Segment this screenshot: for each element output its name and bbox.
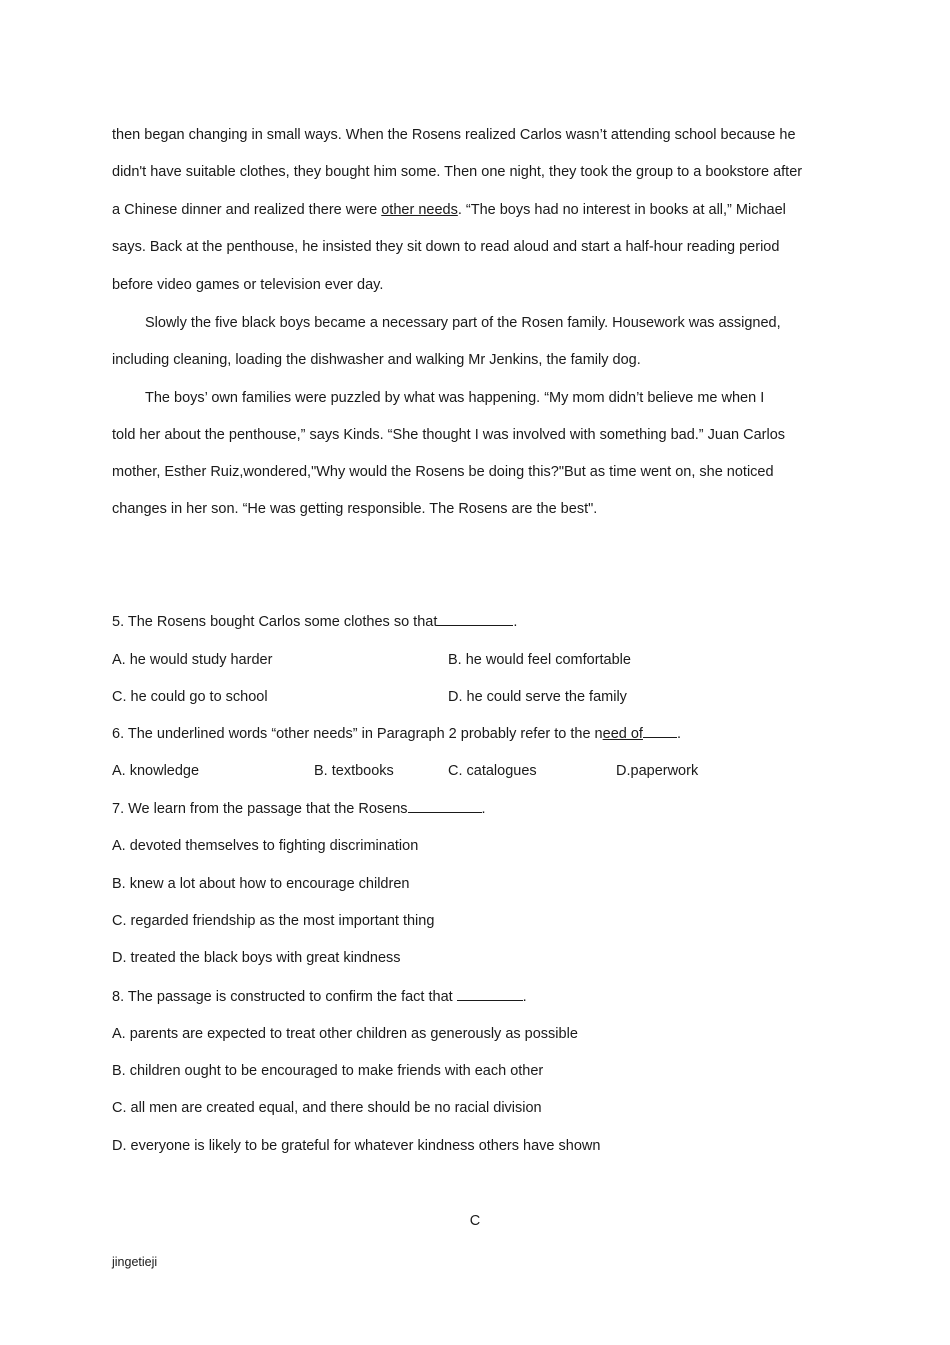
- passage-p1-line3: [112, 201, 786, 219]
- passage-p1-line3-before: a Chinese dinner and realized there were: [112, 202, 382, 218]
- question-6-stem: [112, 725, 681, 743]
- question-8-option-d: D. everyone is likely to be grateful for whatever kindness others have shown: [112, 1138, 601, 1154]
- question-8-option-b: B. children ought to be encouraged to make friends with each other: [112, 1063, 544, 1079]
- question-6-underlined: eed of: [602, 726, 643, 742]
- passage-p1-line2: didn't have suitable clothes, they bought him some. Then one night, they took the group to a bookstore after: [112, 164, 803, 180]
- question-5-option-a: A. he would study harder: [112, 652, 273, 668]
- question-5-option-c: C. he could go to school: [112, 689, 268, 705]
- question-6-option-d: D.paperwork: [616, 763, 699, 779]
- question-8-end: .: [522, 989, 527, 1005]
- answer-blank: [437, 613, 513, 626]
- question-6-option-b: B. textbooks: [314, 763, 394, 779]
- question-7-option-c: C. regarded friendship as the most important thing: [112, 913, 435, 929]
- question-5-stem: [112, 613, 517, 631]
- underlined-other-needs: other needs: [381, 202, 458, 218]
- passage-p2-line2: including cleaning, loading the dishwasher and walking Mr Jenkins, the family dog.: [112, 352, 641, 368]
- question-5-end: .: [513, 614, 518, 630]
- passage-p3-line2: told her about the penthouse,” says Kinds. “She thought I was involved with something bad.” Juan Carlos: [112, 427, 786, 443]
- answer-blank: [408, 800, 482, 813]
- passage-p1-line1: then began changing in small ways. When the Rosens realized Carlos wasn’t attending school because he: [112, 127, 796, 143]
- passage-p1-line5: before video games or television ever day.: [112, 277, 384, 293]
- question-8-stem: [112, 988, 527, 1006]
- question-7-end: .: [481, 801, 486, 817]
- question-5-option-b: B. he would feel comfortable: [448, 652, 631, 668]
- question-8-option-c: C. all men are created equal, and there should be no racial division: [112, 1100, 542, 1116]
- passage-p1-line3-after: . “The boys had no interest in books at all,” Michael: [457, 202, 786, 218]
- question-7-option-d: D. treated the black boys with great kindness: [112, 950, 401, 966]
- question-6-stem-text: 6. The underlined words “other needs” in Paragraph 2 probably refer to the n: [112, 726, 603, 742]
- question-6-option-a: A. knowledge: [112, 763, 200, 779]
- passage-p1-line4: says. Back at the penthouse, he insisted they sit down to read aloud and start a half-hour reading period: [112, 239, 780, 255]
- question-8-option-a: A. parents are expected to treat other children as generously as possible: [112, 1026, 578, 1042]
- footer-text: jingetieji: [112, 1255, 158, 1269]
- answer-blank: [457, 988, 523, 1001]
- question-7-option-b: B. knew a lot about how to encourage children: [112, 876, 410, 892]
- question-5-option-d: D. he could serve the family: [448, 689, 627, 705]
- question-7-stem-text: 7. We learn from the passage that the Rosens: [112, 801, 408, 817]
- question-7-stem: [112, 800, 486, 818]
- passage-p3-line3: mother, Esther Ruiz,wondered,"Why would the Rosens be doing this?"But as time went on, she noticed: [112, 464, 774, 480]
- section-letter: C: [469, 1213, 481, 1229]
- question-5-stem-text: 5. The Rosens bought Carlos some clothes so that: [112, 614, 438, 630]
- question-6-end: .: [676, 726, 681, 742]
- answer-blank: [643, 725, 677, 738]
- passage-p3-line1: The boys’ own families were puzzled by what was happening. “My mom didn’t believe me when I: [145, 390, 765, 406]
- passage-p3-line4: changes in her son. “He was getting responsible. The Rosens are the best".: [112, 501, 598, 517]
- question-6-option-c: C. catalogues: [448, 763, 537, 779]
- question-8-stem-text: 8. The passage is constructed to confirm the fact that: [112, 989, 453, 1005]
- question-7-option-a: A. devoted themselves to fighting discrimination: [112, 838, 419, 854]
- passage-p2-line1: Slowly the five black boys became a necessary part of the Rosen family. Housework was assigned,: [145, 315, 781, 331]
